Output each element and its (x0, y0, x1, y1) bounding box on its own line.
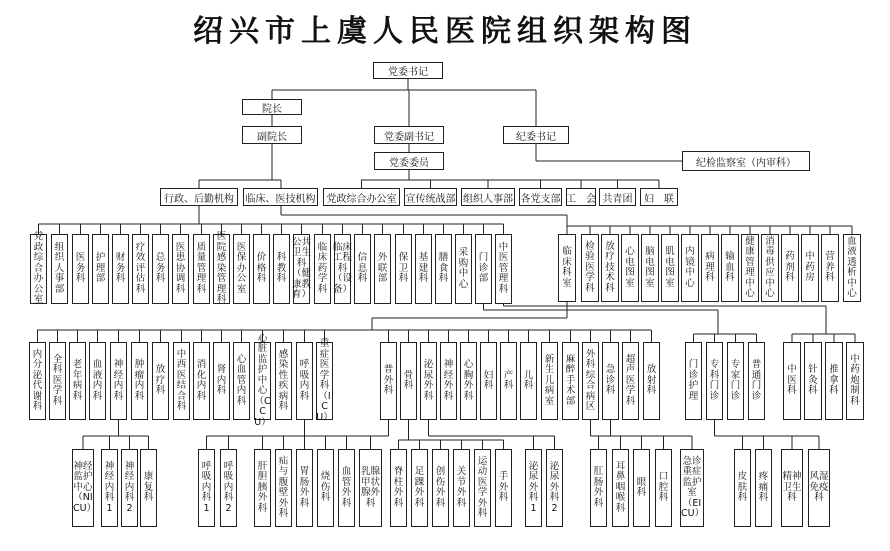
unit-adm-13: 科教科 (273, 234, 290, 304)
unit-adm-12: 价格科 (253, 234, 270, 304)
unit-party-secretary: 党委书记 (373, 62, 443, 79)
unit-tcm-3: 推拿科 (825, 342, 843, 420)
unit-tech-5: 脑电图室 (641, 234, 659, 302)
unit-adm-5: 财务科 (112, 234, 129, 304)
unit-party-committee-member: 党委委员 (374, 152, 444, 170)
unit-tech-1: 临床科室 (558, 234, 576, 302)
unit-women: 妇 联 (640, 188, 678, 206)
unit-cl-1: 内分泌代谢科 (29, 342, 46, 420)
unit-tech-8: 病理科 (701, 234, 719, 302)
unit-cl-5: 神经内科 (110, 342, 127, 420)
unit-cl-8: 中西医结合科 (173, 342, 190, 420)
unit-tech-7: 内镜中心 (681, 234, 699, 302)
unit-op-3: 专家门诊 (727, 342, 744, 420)
unit-adm-15: 临床药学科 (314, 234, 331, 304)
unit-tech-9: 输血科 (721, 234, 739, 302)
unit-op-1: 门诊护理 (685, 342, 702, 420)
unit-sub-23: 眼科 (633, 449, 650, 527)
unit-adm-17: 信息科 (354, 234, 371, 304)
unit-sub-25: 急诊重症监护室（EICU） (680, 449, 704, 527)
unit-tech-2: 检验医学科 (581, 234, 599, 302)
unit-adm-20: 基建科 (415, 234, 432, 304)
unit-cl-11: 心血管内科 (233, 342, 250, 420)
unit-sub-11: 血管外科 (338, 449, 355, 527)
unit-sub-9: 胃肠外科 (296, 449, 313, 527)
unit-sub-20: 泌尿外科2 (546, 449, 563, 527)
unit-cl-6: 肿瘤内科 (131, 342, 148, 420)
unit-sub-2: 神经内科1 (101, 449, 118, 527)
unit-publicity: 宣传统战部 (404, 188, 457, 206)
unit-cl-9: 消化内科 (193, 342, 210, 420)
unit-tcm-2: 针灸科 (804, 342, 822, 420)
unit-cl-24: 新生儿病室 (541, 342, 558, 420)
unit-adm-19: 保卫科 (395, 234, 412, 304)
unit-adm-18: 外联部 (374, 234, 391, 304)
unit-adm-7: 总务科 (152, 234, 169, 304)
unit-sub-4: 康复科 (140, 449, 157, 527)
unit-sub-29: 风湿免疫科 (808, 449, 830, 527)
unit-sub-3: 神经内科2 (121, 449, 138, 527)
unit-union: 工 会 (566, 188, 596, 206)
unit-adm-21: 膳食科 (435, 234, 452, 304)
unit-tech-10: 健康管理中心 (741, 234, 759, 302)
unit-sub-16: 关节外科 (453, 449, 470, 527)
unit-sub-17: 运动医学外科 (474, 449, 491, 527)
unit-adm-3: 医务科 (72, 234, 89, 304)
unit-cl-25: 麻醉手术部 (562, 342, 579, 420)
unit-adm-14: 公共卫生科（健康教育） (293, 234, 310, 304)
unit-cl-28: 超声医学科 (622, 342, 639, 420)
unit-cl-4: 血液内科 (89, 342, 106, 420)
unit-vice-president: 副院长 (242, 126, 302, 144)
unit-sub-1: 神经监护中心（NICU） (72, 449, 94, 527)
chart-title: 绍兴市上虞人民医院组织架构图 (193, 14, 697, 49)
unit-sub-26: 皮肤科 (734, 449, 751, 527)
unit-tech-13: 中药房 (801, 234, 819, 302)
unit-sub-18: 手外科 (495, 449, 512, 527)
unit-tech-12: 药剂科 (781, 234, 799, 302)
unit-op-4: 普通门诊 (748, 342, 765, 420)
unit-cl-16: 普外科 (380, 342, 397, 420)
unit-cl-18: 泌尿外科 (420, 342, 437, 420)
unit-tech-11: 消毒供应中心 (761, 234, 779, 302)
unit-sub-19: 泌尿外科1 (525, 449, 542, 527)
unit-adm-6: 疗效评估科 (132, 234, 149, 304)
unit-sub-6: 呼吸内科2 (220, 449, 237, 527)
unit-org-personnel: 组织人事部 (461, 188, 515, 206)
unit-cl-27: 急诊科 (602, 342, 619, 420)
unit-sub-12: 乳腺甲状腺外科 (359, 449, 382, 527)
unit-sub-7: 肝胆胰外科 (254, 449, 271, 527)
unit-party-office: 党政综合办公室 (323, 188, 400, 206)
unit-cl-15: 重症医学科（ICU） (316, 338, 333, 423)
unit-cl-19: 神经外科 (440, 342, 457, 420)
unit-adm-24: 中医管理科 (495, 234, 512, 304)
unit-sub-27: 疼痛科 (755, 449, 772, 527)
unit-cl-7: 放疗科 (152, 342, 169, 420)
unit-adm-22: 采购中心 (455, 234, 472, 304)
unit-tech-14: 营养科 (821, 234, 839, 302)
unit-sub-24: 口腔科 (655, 449, 672, 527)
unit-tech-4: 心电图室 (621, 234, 639, 302)
unit-cl-12: 心脏监护中心（CCU） (254, 332, 271, 428)
unit-adm-1: 党政综合办公室 (30, 234, 47, 304)
unit-cl-13: 感染性疾病科 (275, 342, 292, 420)
unit-cl-3: 老年病科 (69, 342, 86, 420)
unit-sub-22: 耳鼻咽喉科 (612, 449, 629, 527)
unit-discipline-office: 纪检监察室（内审科） (682, 151, 810, 171)
unit-cl-10: 肾内科 (213, 342, 230, 420)
unit-sub-15: 创伤外科 (432, 449, 449, 527)
unit-adm-16: 临床工程科（设备） (334, 234, 351, 304)
unit-adm-23: 门诊部 (475, 234, 492, 304)
unit-clinical: 临床、医技机构 (243, 188, 318, 206)
unit-discipline-secretary: 纪委书记 (503, 126, 569, 144)
unit-cl-17: 骨科 (400, 342, 417, 420)
unit-sub-13: 脊柱外科 (390, 449, 407, 527)
unit-adm-2: 组织人事部 (51, 234, 68, 304)
unit-tcm-1: 中医科 (783, 342, 801, 420)
unit-sub-8: 疝与腹壁外科 (275, 449, 292, 527)
unit-op-2: 专科门诊 (706, 342, 723, 420)
unit-adm-9: 质量管理科 (193, 234, 210, 304)
unit-sub-21: 肛肠外科 (590, 449, 607, 527)
unit-tech-6: 肌电图室 (661, 234, 679, 302)
unit-cl-23: 儿科 (520, 342, 537, 420)
unit-tech-15: 血液透析中心 (843, 234, 861, 302)
unit-cl-14: 呼吸内科 (296, 342, 313, 420)
unit-tech-3: 放疗技术科 (601, 234, 619, 302)
unit-cl-29: 放射科 (643, 342, 660, 420)
unit-deputy-party-secretary: 党委副书记 (374, 126, 444, 144)
unit-cl-26: 外科综合病区 (582, 342, 599, 420)
unit-sub-10: 烧伤科 (317, 449, 334, 527)
unit-adm-4: 护理部 (92, 234, 109, 304)
unit-cl-21: 妇科 (480, 342, 497, 420)
unit-admin: 行政、后勤机构 (160, 188, 238, 206)
unit-adm-10: 医院感染管理科 (213, 234, 230, 304)
unit-party-branches: 各党支部 (519, 188, 562, 206)
unit-cl-22: 产科 (500, 342, 517, 420)
unit-adm-11: 医保办公室 (233, 234, 250, 304)
unit-cl-20: 心胸外科 (460, 342, 477, 420)
unit-sub-28: 精神卫生科 (781, 449, 803, 527)
unit-youth-league: 共青团 (599, 188, 636, 206)
unit-president: 院长 (242, 99, 302, 115)
unit-cl-2: 全科医学科 (49, 342, 66, 420)
unit-tcm-4: 中药炮制科 (846, 342, 864, 420)
unit-sub-14: 足踝外科 (411, 449, 428, 527)
unit-sub-5: 呼吸内科1 (198, 449, 215, 527)
unit-adm-8: 医患协调科 (172, 234, 189, 304)
